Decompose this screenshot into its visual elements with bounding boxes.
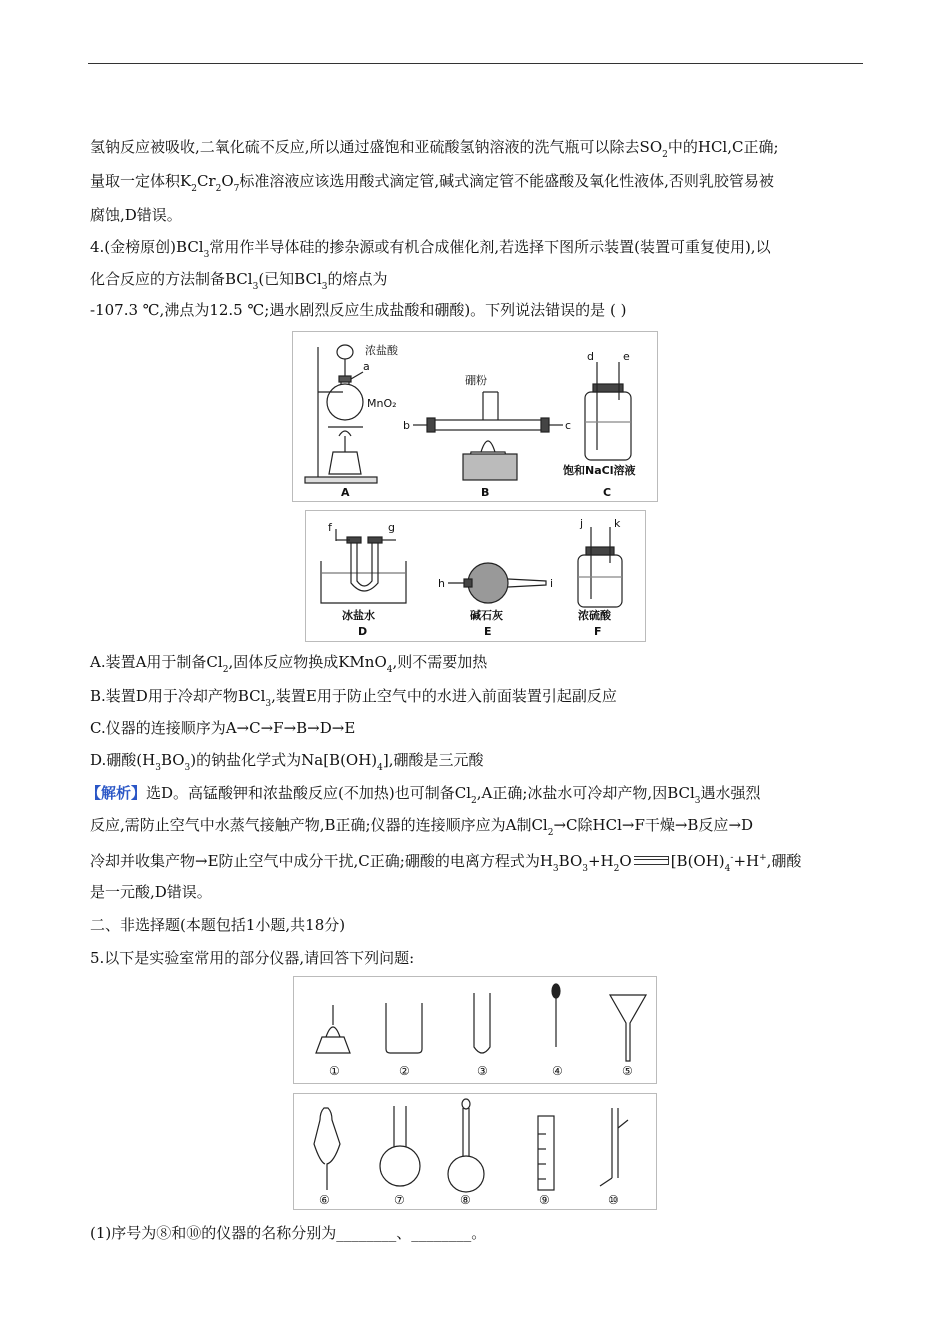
instrument-label-10: ⑩ xyxy=(608,1193,619,1207)
question-5: 5.以下是实验室常用的部分仪器,请回答下列问题: xyxy=(90,949,415,967)
equilibrium-arrow xyxy=(634,856,669,865)
apparatus-figure-def xyxy=(305,510,646,642)
label-conc-hcl: 浓盐酸 xyxy=(365,344,398,357)
analysis-line-4: 是一元酸,D错误。 xyxy=(90,883,212,901)
label-sat-nacl: 饱和NaCl溶液 xyxy=(563,464,636,477)
instruments-figure-1 xyxy=(293,976,657,1084)
label-B: B xyxy=(481,486,490,499)
label-j: j xyxy=(580,517,584,530)
apparatus-figure-abc xyxy=(292,331,658,502)
question-5-part-1: (1)序号为⑧和⑩的仪器的名称分别为________、________。 xyxy=(90,1224,487,1242)
label-conc-h2so4: 浓硫酸 xyxy=(578,609,611,622)
header-rule xyxy=(88,63,863,64)
label-boron-powder: 硼粉 xyxy=(465,374,487,387)
label-C: C xyxy=(603,486,612,499)
instrument-label-8: ⑧ xyxy=(460,1193,471,1207)
label-D: D xyxy=(358,625,368,638)
question-4-line-2: 化合反应的方法制备BCl$_3$(已知BCl$_3$的熔点为 xyxy=(90,270,388,292)
label-b: b xyxy=(403,419,410,432)
question-4-line-3: -107.3 ℃,沸点为12.5 ℃;遇水剧烈反应生成盐酸和硼酸)。下列说法错误的是 ( ) xyxy=(90,301,627,319)
analysis-tag: 【解析】 xyxy=(86,784,147,802)
label-g: g xyxy=(388,521,395,534)
text-line-3: 腐蚀,D错误。 xyxy=(90,206,182,224)
option-a: A.装置A用于制备$Cl_2$,固体反应物换成KMnO$_4$,则不需要加热 xyxy=(90,653,488,675)
label-d: d xyxy=(587,350,594,363)
label-e: e xyxy=(623,350,630,363)
label-ice-salt-water: 冰盐水 xyxy=(342,609,375,622)
analysis-line-1: 【解析】选D。高锰酸钾和浓盐酸反应(不加热)也可制备$Cl_2,A$正确;冰盐水可冷却产物,因BCl$_3$遇水强烈 xyxy=(86,784,761,806)
instrument-label-3: ③ xyxy=(477,1064,488,1078)
option-d: D.硼酸$(H_3BO_3)$的钠盐化学式为$Na[B(OH)_4]$,硼酸是三元酸 xyxy=(90,751,484,773)
instrument-label-2: ② xyxy=(399,1064,410,1078)
analysis-line-2: 反应,需防止空气中水蒸气接触产物,B正确;仪器的连接顺序应为A制$Cl_2\to C$除HCl→F干燥→B反应→D xyxy=(90,816,754,838)
question-4-line-1: 4.(金榜原创)BCl$_3$常用作半导体硅的掺杂源或有机合成催化剂,若选择下图所示装置(装置可重复使用),以 xyxy=(90,238,771,260)
label-f: f xyxy=(328,521,332,534)
instrument-label-7: ⑦ xyxy=(394,1193,405,1207)
instrument-label-5: ⑤ xyxy=(622,1064,633,1078)
label-soda-lime: 碱石灰 xyxy=(470,609,503,622)
option-b: B.装置D用于冷却产物BCl$_3$,装置E用于防止空气中的水进入前面装置引起副反应 xyxy=(90,687,617,709)
label-a: a xyxy=(363,360,370,373)
label-c: c xyxy=(565,419,572,432)
label-A: A xyxy=(341,486,350,499)
analysis-line-3: 冷却并收集产物→E防止空气中成分干扰,C正确;硼酸的电离方程式为$H_3BO_3+H_2O$ [$B(OH)_4^-+H^+$,硼酸 xyxy=(90,852,802,874)
option-c: C.仪器的连接顺序为A→C→F→B→D→E xyxy=(90,719,356,737)
label-E: E xyxy=(484,625,492,638)
text-line-1: 氢钠反应被吸收,二氧化硫不反应,所以通过盛饱和亚硫酸氢钠溶液的洗气瓶可以除去$SO_2$中的HCl,C正确; xyxy=(90,138,779,160)
label-F: F xyxy=(594,625,602,638)
label-i: i xyxy=(550,577,554,590)
instrument-label-4: ④ xyxy=(552,1064,563,1078)
instruments-figure-2 xyxy=(293,1093,657,1210)
instrument-label-1: ① xyxy=(329,1064,340,1078)
text-line-2: 量取一定体积$K_2Cr_2O_7$标准溶液应该选用酸式滴定管,碱式滴定管不能盛酸及氧化性液体,否则乳胶管易被 xyxy=(90,172,774,194)
section-2-heading: 二、非选择题(本题包括1小题,共18分) xyxy=(90,916,346,934)
instrument-label-6: ⑥ xyxy=(319,1193,330,1207)
label-k: k xyxy=(614,517,621,530)
instrument-label-9: ⑨ xyxy=(539,1193,550,1207)
label-h: h xyxy=(438,577,445,590)
label-mno2: MnO₂ xyxy=(367,397,397,410)
